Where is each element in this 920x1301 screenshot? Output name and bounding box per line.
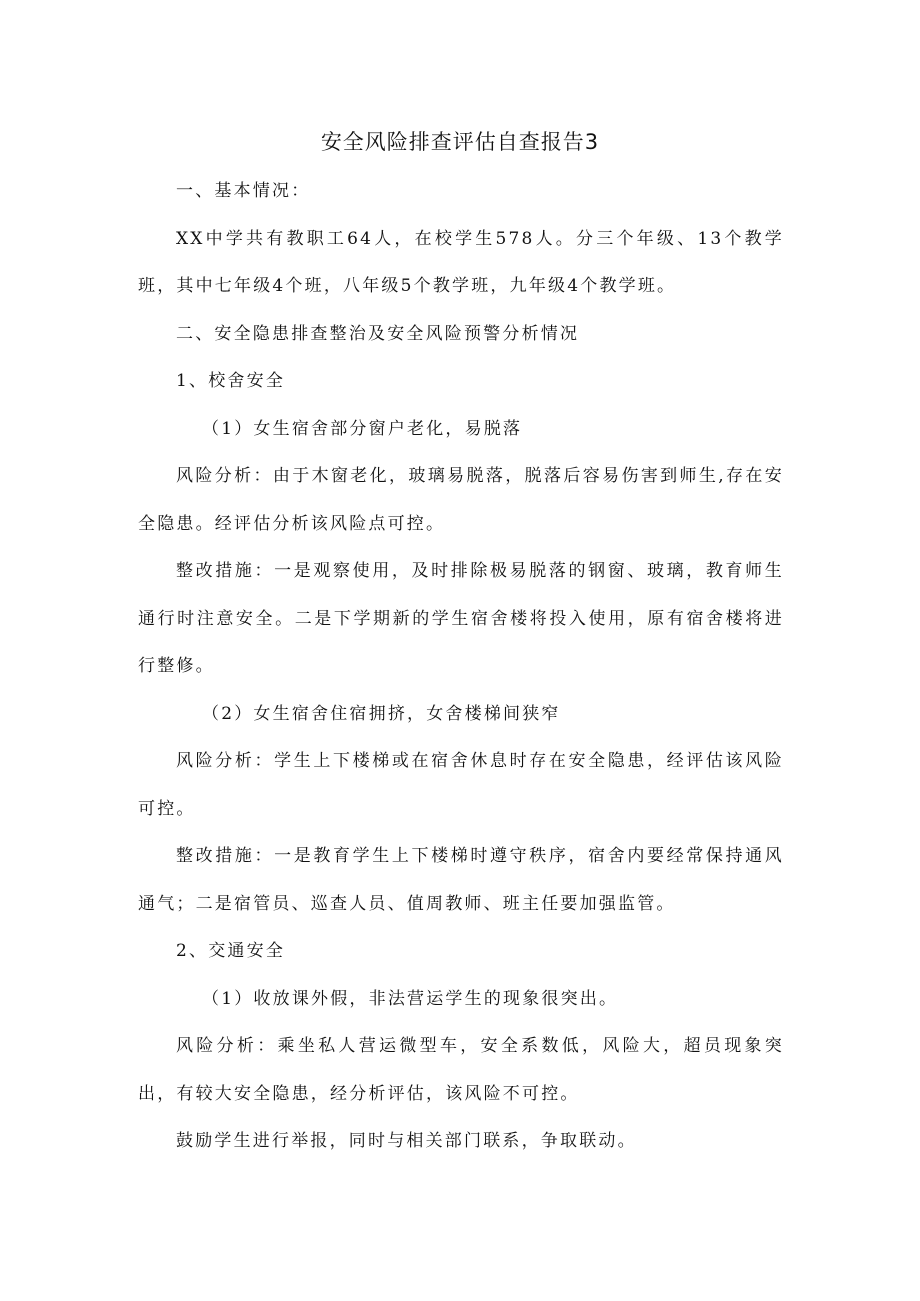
paragraph-risk-analysis-transport: 风险分析：乘坐私人营运微型车，安全系数低，风险大，超员现象突出，有较大安全隐患，经分析评估，该风险不可控。 bbox=[138, 1036, 784, 1104]
item-heading-dorm-windows: （1）女生宿舍部分窗户老化，易脱落 bbox=[202, 418, 523, 439]
paragraph-measures-crowding: 整改措施：一是教育学生上下楼梯时遵守秩序，宿舍内要经常保持通风通气；二是宿管员、巡查人员、值周教师、班主任要加强监管。 bbox=[138, 846, 784, 914]
section-heading-risk-analysis: 二、安全隐患排查整治及安全风险预警分析情况 bbox=[176, 323, 580, 344]
subsection-heading-building-safety: 1、校舍安全 bbox=[176, 371, 286, 391]
subsection-heading-traffic-safety: 2、交通安全 bbox=[176, 941, 286, 961]
paragraph-risk-analysis-crowding: 风险分析：学生上下楼梯或在宿舍休息时存在安全隐患，经评估该风险可控。 bbox=[138, 751, 784, 819]
paragraph-risk-analysis-windows: 风险分析：由于木窗老化，玻璃易脱落，脱落后容易伤害到师生,存在安全隐患。经评估分析该风险点可控。 bbox=[138, 466, 784, 534]
paragraph-school-overview: XX中学共有教职工64人，在校学生578人。分三个年级、13个教学班，其中七年级4个班，八年级5个教学班，九年级4个教学班。 bbox=[138, 228, 784, 296]
paragraph-measures-transport: 鼓励学生进行举报，同时与相关部门联系，争取联动。 bbox=[176, 1131, 637, 1151]
document-title: 安全风险排查评估自查报告3 bbox=[320, 130, 600, 154]
paragraph-measures-windows: 整改措施：一是观察使用，及时排除极易脱落的钢窗、玻璃，教育师生通行时注意安全。二是下学期新的学生宿舍楼将投入使用，原有宿舍楼将进行整修。 bbox=[138, 561, 784, 676]
document-body bbox=[138, 168, 784, 1166]
section-heading-basic-info: 一、基本情况： bbox=[176, 181, 311, 201]
item-heading-illegal-transport: （1）收放课外假，非法营运学生的现象很突出。 bbox=[202, 988, 619, 1009]
item-heading-dorm-crowding: （2）女生宿舍住宿拥挤，女舍楼梯间狭窄 bbox=[202, 703, 561, 724]
